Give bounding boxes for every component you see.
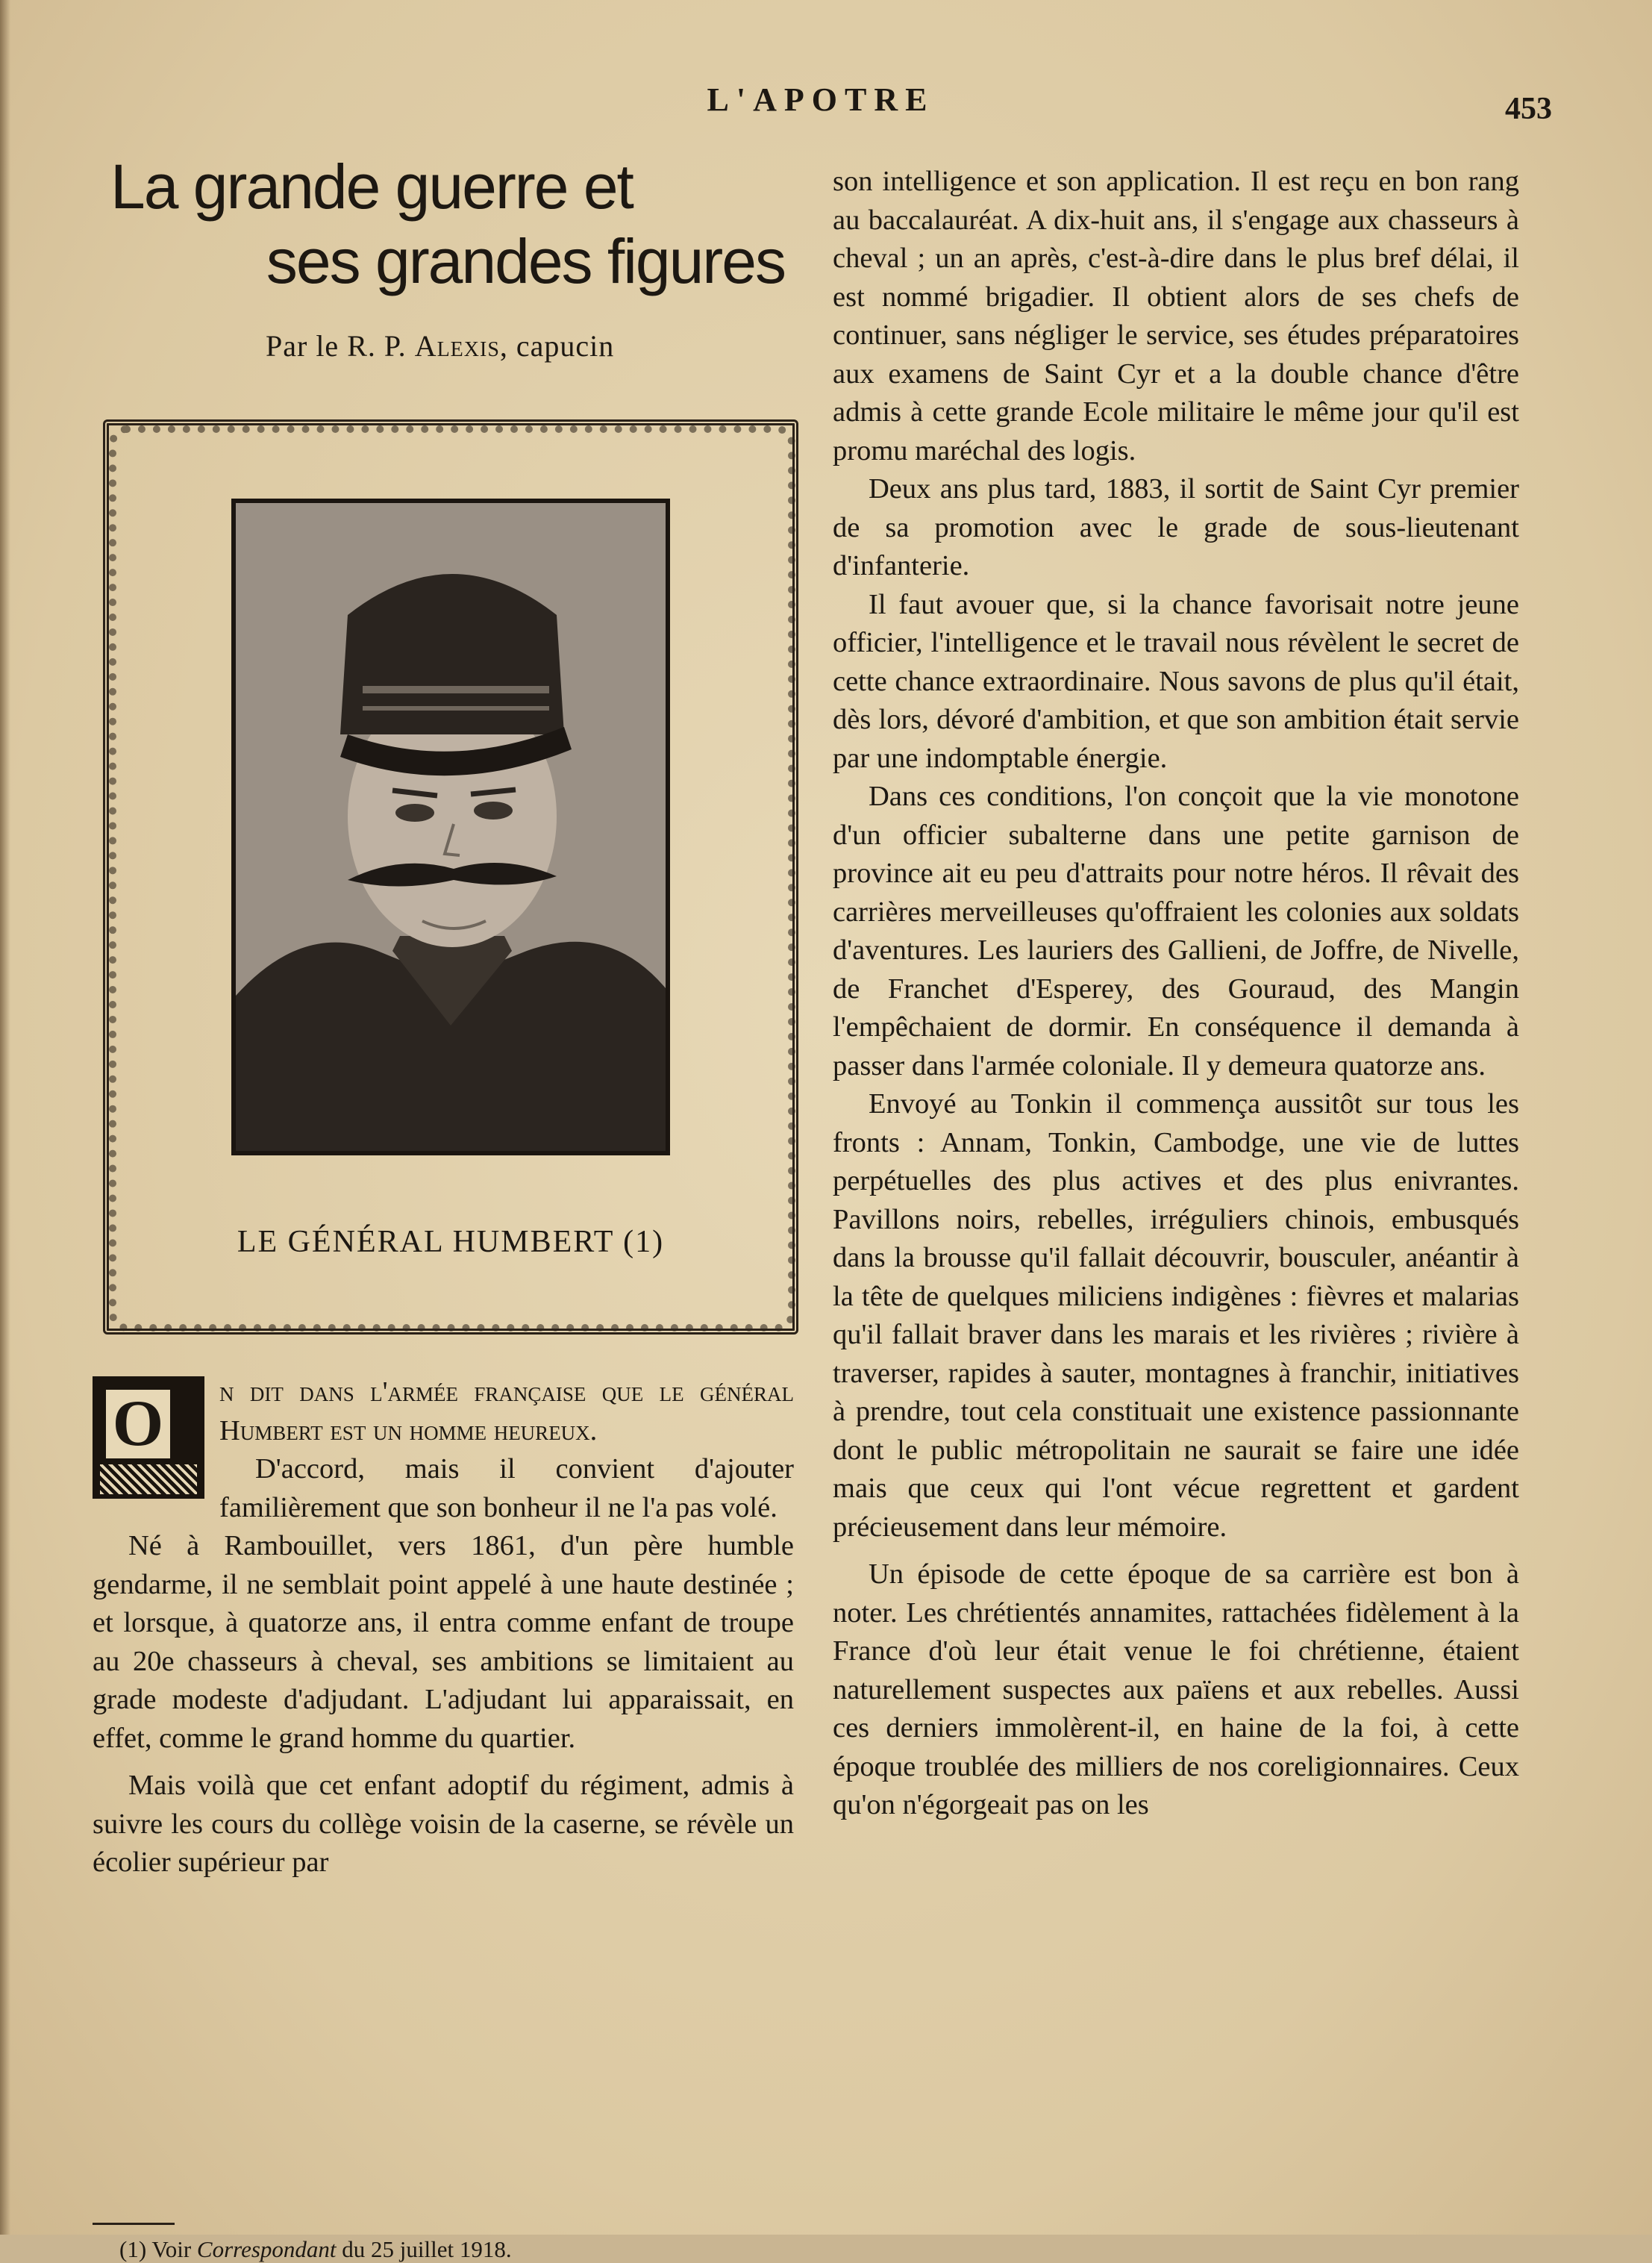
byline-suffix: , capucin	[499, 329, 615, 363]
byline	[266, 328, 794, 363]
paragraph: Il faut avouer que, si la chance favorisait notre jeune officier, l'intelligence et le travail nous révèlent le secret de cette chance extraordinaire. Nous savons de plus qu'il était, dès lors, dévoré d'ambition, et que son ambition était servie par une indomptable énergie.	[833, 588, 1519, 774]
paragraph: n dit dans l'armée française que le général Humbert est un homme heureux.	[219, 1376, 794, 1446]
article-title-line-2: ses grandes figures	[266, 226, 785, 296]
paragraph: Né à Rambouillet, vers 1861, d'un père humble gendarme, il ne semblait point appelé à une haute destinée ; et lorsque, à quatorze ans, il entra comme enfant de troupe au 20e chasseurs à cheval, ses ambitions se limitaient au grade modeste d'adjudant. L'adjudant lui apparaissait, en effet, comme le grand homme du quartier.	[93, 1530, 794, 1754]
drop-cap-letter: O	[103, 1387, 173, 1461]
byline-author: Alexis	[414, 329, 500, 363]
drop-cap-ornament	[93, 1376, 204, 1499]
byline-prefix: Par le R. P.	[266, 329, 415, 363]
footnote-rest: du 25 juillet 1918.	[336, 2236, 512, 2262]
paragraph: Mais voilà que cet enfant adoptif du régiment, admis à suivre les cours du collège voisin de la caserne, se révèle un écolier supérieur par	[93, 1770, 794, 1878]
portrait-photo	[231, 499, 670, 1155]
article-title-line-1: La grande guerre et	[110, 152, 633, 222]
paragraph: Un épisode de cette époque de sa carrière est bon à noter. Les chrétientés annamites, rattachées fidèlement à la France d'où leur était venue le foi chrétienne, étaient naturellement suspectes aux païens et aux rebelles. Aussi ces derniers immolèrent-il, en haine de la foi, à cette époque troublée des milliers de nos coreligionnaires. Ceux qu'on n'égorgeait pas on les	[833, 1558, 1519, 1820]
drop-cap-foliage-icon	[100, 1464, 197, 1494]
paragraph: D'accord, mais il convient d'ajouter familièrement que son bonheur il ne l'a pas volé.	[219, 1453, 794, 1523]
left-column	[93, 149, 794, 2262]
photo-caption: LE GÉNÉRAL HUMBERT (1)	[237, 1225, 665, 1259]
footnote	[119, 2236, 791, 2263]
page-number: 453	[1505, 92, 1552, 126]
paragraph: Dans ces conditions, l'on conçoit que la vie monotone d'un officier subalterne dans une petite garnison de province ait eu peu d'attraits pour notre héros. Il rêvait des carrières merveilleuses qu'offraient les colonies aux soldats d'aventures. Les lauriers des Gallieni, de Joffre, de Nivelle, de Franchet d'Esperey, des Gouraud, des Mangin l'empêchaient de dormir. En conséquence il demanda à passer dans l'armée coloniale. Il y demeura quatorze ans.	[833, 781, 1519, 1081]
page-binding-shadow	[0, 0, 10, 2235]
running-head: L'APOTRE	[707, 81, 935, 118]
paragraph: Deux ans plus tard, 1883, il sortit de Saint Cyr premier de sa promotion avec le grade de sous-lieutenant d'infanterie.	[833, 473, 1519, 581]
footnote-marker: (1) Voir	[119, 2236, 197, 2262]
footnote-source: Correspondant	[196, 2236, 337, 2262]
right-body-text	[833, 163, 1519, 1825]
paragraph: Envoyé au Tonkin il commença aussitôt sur tous les fronts : Annam, Tonkin, Cambodge, une vie de luttes perpétuelles des plus actives et des plus enivrantes. Pavillons noirs, rebelles, irréguliers chinois, embusqués dans la brousse qu'il fallait découvrir, bousculer, anéantir à la tête de quelques miliciens indigènes : fièvres et malarias qu'il fallait braver dans les marais et les rivières ; rivière à traverser, rapides à sauter, montagnes à franchir, initiatives à prendre, tout cela constituait une existence passionnante dont le public métropolitain ne saurait se faire une idée mais que ceux qui l'ont vécue regrettent et gardent précieusement dans leur mémoire.	[833, 1088, 1519, 1543]
left-body-text	[93, 1373, 794, 1882]
footnote-rule	[93, 2223, 175, 2225]
paragraph: son intelligence et son application. Il est reçu en bon rang au baccalauréat. A dix-huit ans, il s'engage aux chasseurs à cheval ; un an après, c'est-à-dire dans le plus bref délai, il est nommé brigadier. Il obtient alors de ses chefs de continuer, sans négliger le service, ses études préparatoires aux examens de Saint Cyr et a la double chance d'être admis à cette grande Ecole militaire le même jour qu'il est promu maréchal des logis.	[833, 166, 1519, 466]
